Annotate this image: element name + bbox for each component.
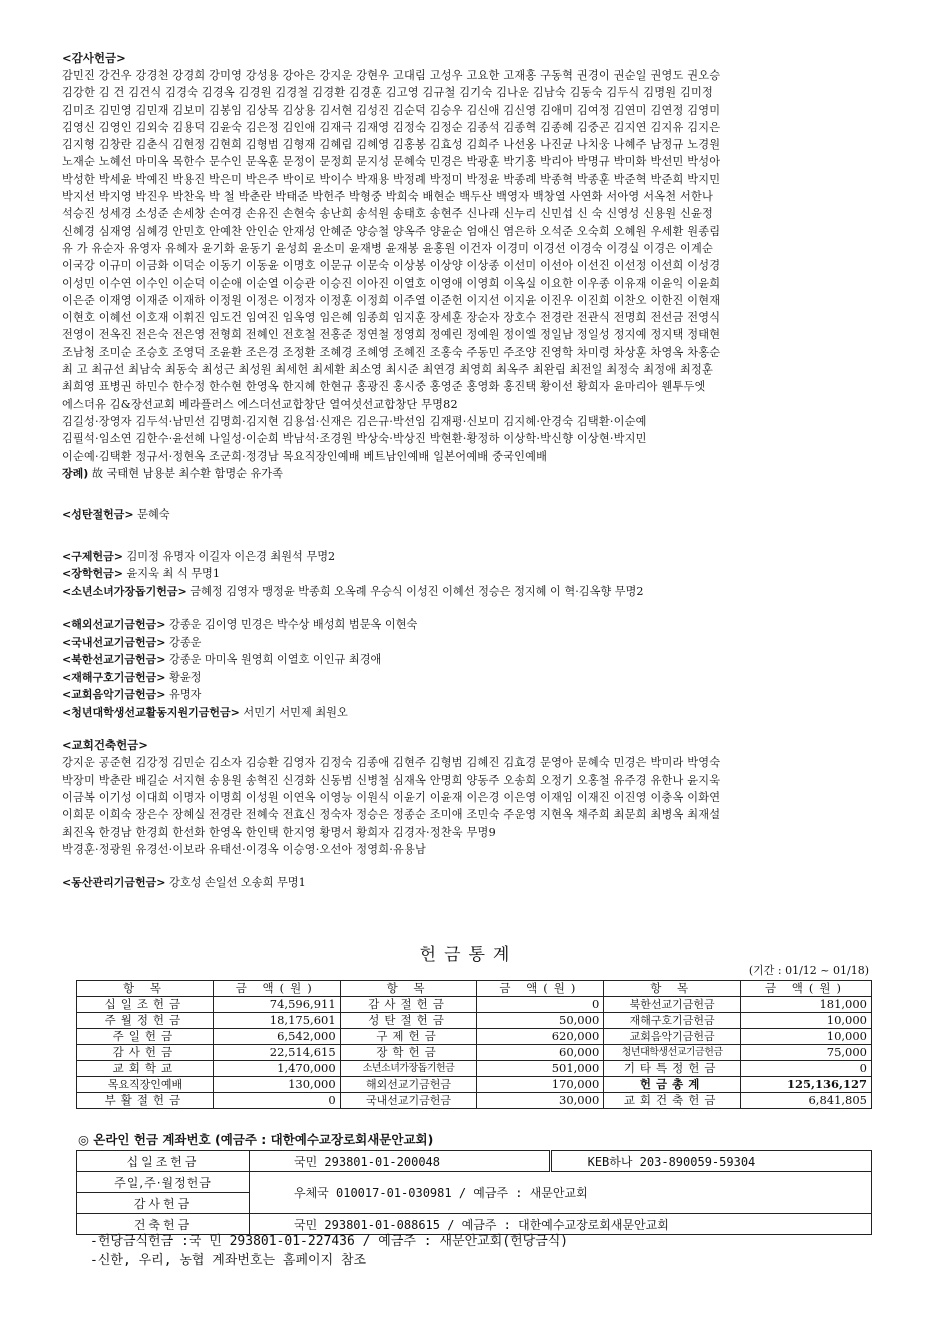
name-line: 박성한 박세윤 박예진 박용진 박은미 박은주 박이로 박이수 박재용 박정례 박정미 박정윤 박종례 박종혁 박종훈 박준혁 박준희 박지민 bbox=[62, 172, 721, 186]
stats-item-label: 재해구호기금헌금 bbox=[604, 1013, 741, 1029]
stats-item-amount: 22,514,615 bbox=[213, 1045, 340, 1061]
thanks-label: 감사헌금 bbox=[77, 1193, 250, 1214]
name-line: 노재순 노혜선 마미옥 목한수 문수인 문옥훈 문정이 문정희 문지성 문혜숙 민경은 박광훈 박기홍 박리아 박명규 박미화 박선민 박성아 bbox=[62, 155, 721, 169]
table-row bbox=[77, 1029, 872, 1045]
gungnae-line bbox=[62, 634, 878, 652]
name-line: 유 가 유순자 유영자 유혜자 윤기화 윤동기 윤성희 윤소미 윤재병 윤재봉 윤홍원 이건자 이경미 이경선 이경숙 이경실 이경은 이계순 bbox=[62, 241, 713, 255]
name-line: 최진옥 한경남 한경희 한선화 한영옥 한인택 한지영 황명서 황희자 김경자·정찬욱 무명9 bbox=[62, 825, 496, 839]
name-line: 강지운 공준현 김강정 김민순 김소자 김승환 김영자 김정숙 김종애 김현주 김형범 김혜진 김효경 문영아 문혜숙 민경은 박미라 박영숙 bbox=[62, 756, 721, 770]
stats-item-amount: 181,000 bbox=[741, 997, 872, 1013]
dongsan-text: 강호성 손일선 오송희 무명1 bbox=[169, 876, 306, 890]
name-line: 김길성·장영자 김두석·남민선 김명희·김지현 김용섭·신재은 김은규·박선임 김재평·신보미 김지혜·안경숙 김택환·이순예 bbox=[62, 414, 647, 428]
table-row bbox=[77, 1045, 872, 1061]
stats-item-amount: 10,000 bbox=[741, 1013, 872, 1029]
jangrye-text: 故 국태현 남용분 최수환 함명순 유가족 bbox=[91, 466, 283, 480]
name-line: 이성민 이수연 이수인 이순덕 이순애 이순열 이승관 이승진 이아진 이열호 이영애 이영희 이옥실 이요한 이우종 이유재 이윤익 이윤희 bbox=[62, 276, 721, 290]
account-notes bbox=[90, 1232, 568, 1270]
stats-item-label: 장학헌금 bbox=[340, 1045, 477, 1061]
stats-item-amount: 125,136,127 bbox=[741, 1077, 872, 1093]
stats-item-amount: 1,470,000 bbox=[213, 1061, 340, 1077]
stats-item-amount: 75,000 bbox=[741, 1045, 872, 1061]
name-line: 김강한 김 건 김건식 김경숙 김경옥 김경원 김경철 김경환 김경훈 김고영 김규철 김기숙 김나운 김남숙 김동숙 김두식 김명원 김미정 bbox=[62, 86, 713, 100]
stats-item-amount: 170,000 bbox=[477, 1077, 604, 1093]
tithe-account-2: KEB하나 203-890059-59304 bbox=[550, 1151, 871, 1172]
stats-item-label: 교회학교 bbox=[77, 1061, 214, 1077]
stats-item-label: 기타특정헌금 bbox=[604, 1061, 741, 1077]
haeoe-label: <해외선교기금헌금> bbox=[62, 618, 166, 632]
name-line: 감민진 강건우 강경천 강경희 강미영 강성용 강아은 강지운 강현우 고대림 고성우 고요한 고재홍 구동혁 권경이 권순일 권영도 권오승 bbox=[62, 69, 721, 82]
table-row bbox=[77, 1093, 872, 1109]
stats-item-label: 성탄절헌금 bbox=[340, 1013, 477, 1029]
table-row bbox=[77, 1013, 872, 1029]
offering-list bbox=[62, 50, 878, 892]
stats-header-cell: 항 목 bbox=[604, 981, 741, 997]
name-line: 김영신 김영인 김외숙 김용덕 김윤숙 김은정 김인애 김재극 김재영 김정숙 김정순 김종석 김종혁 김종혜 김중곤 김지연 김지유 김지은 bbox=[62, 120, 721, 134]
stats-item-amount: 74,596,911 bbox=[213, 997, 340, 1013]
haeoe-text: 강종운 김이영 민경은 박수상 배성희 범문옥 이현숙 bbox=[169, 618, 418, 632]
bukhan-text: 강종운 마미옥 원영희 이열호 이인규 최경애 bbox=[169, 653, 382, 667]
name-line: 김지형 김창란 김춘식 김현정 김현희 김형범 김형재 김혜림 김혜영 김홍봉 김효성 김희주 나선옹 나진균 나치웅 나혜주 남정규 노경원 bbox=[62, 138, 721, 152]
stats-item-label: 주월정헌금 bbox=[77, 1013, 214, 1029]
sungtan-label: <성탄절헌금> bbox=[62, 508, 134, 522]
name-line: 김필석·임소연 김한수·윤선혜 나일성·이순희 박남석·조경원 박상숙·박상진 박현환·황정하 이상학·박신향 이상현·박지민 bbox=[62, 432, 647, 446]
table-row bbox=[77, 997, 872, 1013]
stats-item-label: 해외선교기금헌금 bbox=[340, 1077, 477, 1093]
haeoe-line bbox=[62, 616, 878, 634]
bukhan-label: <북한선교기금헌금> bbox=[62, 653, 166, 667]
stats-header-row bbox=[77, 981, 872, 997]
name-line: 조남청 조미순 조승호 조영덕 조윤환 조은경 조정환 조혜경 조혜영 조혜진 조홍숙 주동민 주조양 진영학 차미령 차상훈 차영옥 차홍순 bbox=[62, 345, 721, 359]
name-line: 최희영 표병권 하민수 한수정 한수현 한영옥 한지혜 한현규 홍광진 홍시중 홍영준 홍영화 홍진택 황이선 황희자 윤마리아 웬투두엣 bbox=[62, 380, 706, 394]
tithe-label: 십일조헌금 bbox=[77, 1151, 250, 1172]
name-line: 이현호 이혜선 이호재 이휘진 임도건 임여진 임옥영 임은혜 임종희 임지훈 장세훈 장순자 장호수 전경란 전관식 전명희 전선금 전영식 bbox=[62, 311, 721, 325]
stats-header-cell: 금 액(원) bbox=[477, 981, 604, 997]
build-label: 건축헌금 bbox=[77, 1214, 250, 1235]
stats-item-label: 목요직장인예배 bbox=[77, 1077, 214, 1093]
stats-item-label: 북한선교기금헌금 bbox=[604, 997, 741, 1013]
table-row bbox=[77, 1077, 872, 1093]
stats-item-amount: 6,841,805 bbox=[741, 1093, 872, 1109]
gamsa-title: <감사헌금> bbox=[62, 51, 126, 65]
stats-item-label: 십일조헌금 bbox=[77, 997, 214, 1013]
gamsa-names bbox=[62, 67, 878, 465]
stats-body bbox=[77, 997, 872, 1109]
name-line: 박장미 박춘란 배길순 서지현 송용원 송혁진 신경화 신동범 신병철 심재옥 안명희 양동주 오송희 오정기 오홍철 유주경 유한나 윤지욱 bbox=[62, 773, 721, 787]
dongsan-line bbox=[62, 874, 878, 892]
build-account: 국민 293801-01-088615 / 예금주 : 대한예수교장로회새문안교회 bbox=[250, 1214, 872, 1235]
stats-header-cell: 금 액(원) bbox=[213, 981, 340, 997]
janghak-label: <장학헌금> bbox=[62, 567, 123, 581]
name-line: 이국강 이규미 이금화 이덕순 이동기 이동윤 이명호 이문규 이문숙 이상봉 이상양 이상종 이선미 이선아 이선진 이선정 이선희 이성경 bbox=[62, 259, 721, 273]
stats-item-amount: 620,000 bbox=[477, 1029, 604, 1045]
stats-header-cell: 항 목 bbox=[340, 981, 477, 997]
sonyeon-line bbox=[62, 583, 878, 601]
eumak-label: <교회음악기금헌금> bbox=[62, 688, 166, 702]
stats-item-amount: 30,000 bbox=[477, 1093, 604, 1109]
sonyeon-label: <소년소녀가장돕기헌금> bbox=[62, 584, 187, 598]
stats-item-label: 감사절헌금 bbox=[340, 997, 477, 1013]
name-line: 김미조 김민영 김민재 김보미 김봉임 김상목 김상용 김서현 김성진 김순덕 김승우 김신애 김신영 김애미 김여정 김연미 김연정 김영미 bbox=[62, 103, 721, 117]
geonchuk-title: <교회건축헌금> bbox=[62, 738, 148, 753]
dongsan-label: <동산관리기금헌금> bbox=[62, 876, 166, 890]
cheongnyeon-line bbox=[62, 704, 878, 722]
stats-item-amount: 0 bbox=[741, 1061, 872, 1077]
stats-item-label: 부활절헌금 bbox=[77, 1093, 214, 1109]
stats-title: 헌금통계 bbox=[419, 945, 518, 965]
stats-item-label: 국내선교기금헌금 bbox=[340, 1093, 477, 1109]
stats-item-label: 교회건축헌금 bbox=[604, 1093, 741, 1109]
stats-header-cell: 금 액(원) bbox=[741, 981, 872, 997]
stats-item-label: 감사헌금 bbox=[77, 1045, 214, 1061]
name-line: 박지선 박지영 박진우 박찬욱 박 철 박춘란 박태준 박헌주 박형중 박희숙 배현순 백두산 백영자 백창열 사연화 서아영 서옥천 서한나 bbox=[62, 190, 713, 204]
name-line: 신혜경 심재영 심혜경 안민호 안예찬 안인순 안재성 안혜준 양승철 양옥주 양윤순 엄애신 염은하 오석준 오숙희 오혜원 우세환 원종림 bbox=[62, 224, 721, 238]
stats-item-label: 구제헌금 bbox=[340, 1029, 477, 1045]
sungtan-text: 문혜숙 bbox=[137, 508, 170, 522]
name-line: 전영이 전옥진 전은숙 전은영 전형희 전혜인 전호철 전홍준 정연철 정영희 정예린 정예원 정이엘 정일남 정일성 정지예 정지택 정태현 bbox=[62, 328, 721, 342]
jangrye-line bbox=[62, 465, 878, 483]
name-line: 이순예·김택환 정규서·정현옥 조군희·정경남 목요직장인예배 베트남인예배 일본어예배 중국인예배 bbox=[62, 449, 548, 463]
guje-line bbox=[62, 548, 878, 566]
stats-item-label: 소년소녀가장돕기헌금 bbox=[340, 1061, 477, 1077]
gungnae-label: <국내선교기금헌금> bbox=[62, 635, 166, 649]
stats-item-amount: 0 bbox=[477, 997, 604, 1013]
jangrye-label: 장례) bbox=[62, 466, 89, 480]
geonchuk-names bbox=[62, 754, 878, 858]
name-line: 에스더유 김&장선교회 베라플러스 에스더선교합창단 열여섯선교합창단 무명82 bbox=[62, 397, 458, 411]
guje-text: 김미정 유명자 이길자 이은경 최원석 무명2 bbox=[126, 549, 336, 563]
sungtan-line bbox=[62, 506, 878, 524]
stats-item-amount: 6,542,000 bbox=[213, 1029, 340, 1045]
stats-table bbox=[76, 980, 872, 1109]
stats-period: (기간 : 01/12 ~ 01/18) bbox=[748, 964, 869, 977]
janghak-line bbox=[62, 565, 878, 583]
jaehae-label: <재해구호기금헌금> bbox=[62, 670, 166, 684]
stats-item-amount: 501,000 bbox=[477, 1061, 604, 1077]
name-line: 최 고 최규선 최남숙 최동숙 최성근 최성원 최세헌 최세환 최소영 최시준 최연경 최영희 최옥주 최완림 최전일 최정숙 최정애 최정훈 bbox=[62, 363, 713, 377]
stats-header-cell: 항 목 bbox=[77, 981, 214, 997]
stats-item-amount: 18,175,601 bbox=[213, 1013, 340, 1029]
jaehae-line bbox=[62, 669, 878, 687]
stats-item-amount: 130,000 bbox=[213, 1077, 340, 1093]
jaehae-text: 황윤정 bbox=[169, 670, 202, 684]
note-line: -신한, 우리, 농협 계좌번호는 홈페이지 참조 bbox=[90, 1253, 367, 1268]
stats-item-amount: 0 bbox=[213, 1093, 340, 1109]
janghak-text: 윤지욱 최 식 무명1 bbox=[126, 567, 220, 581]
bukhan-line bbox=[62, 651, 878, 669]
stats-item-amount: 60,000 bbox=[477, 1045, 604, 1061]
table-row bbox=[77, 1172, 872, 1193]
account-table bbox=[76, 1150, 872, 1235]
stats-item-amount: 50,000 bbox=[477, 1013, 604, 1029]
stats-item-label: 교회음악기금헌금 bbox=[604, 1029, 741, 1045]
tithe-account-1: 국민 293801-01-200048 bbox=[250, 1151, 551, 1172]
stats-item-label: 주일헌금 bbox=[77, 1029, 214, 1045]
stats-item-label: 헌금총계 bbox=[604, 1077, 741, 1093]
name-line: 이금복 이기성 이대희 이명자 이명희 이성원 이연옥 이영능 이원식 이윤기 이윤재 이은경 이은영 이재임 이재진 이진영 이충옥 이화연 bbox=[62, 790, 721, 804]
table-row bbox=[77, 1061, 872, 1077]
account-heading: ◎ 온라인 헌금 계좌번호 (예금주 : 대한예수교장로회새문안교회) bbox=[78, 1132, 434, 1147]
stats-item-label: 청년대학생선교기금헌금 bbox=[604, 1045, 741, 1061]
note-line: -헌당금식헌금 :국 민 293801-01-227436 / 예금주 : 새문안교회(헌당금식) bbox=[90, 1234, 569, 1249]
stats-item-amount: 10,000 bbox=[741, 1029, 872, 1045]
eumak-text: 유명자 bbox=[169, 688, 202, 702]
name-line: 석승진 성세경 소성준 손세창 손여경 손유진 손현숙 송난희 송석원 송태호 송현주 신나래 신누리 신민섭 신 숙 신영성 신용원 신윤정 bbox=[62, 207, 713, 221]
guje-label: <구제헌금> bbox=[62, 549, 123, 563]
cheongnyeon-label: <청년대학생선교활동지원기금헌금> bbox=[62, 705, 240, 719]
weekly-account: 우체국 010017-01-030981 / 예금주 : 새문안교회 bbox=[250, 1172, 872, 1214]
table-row bbox=[77, 1151, 872, 1172]
name-line: 이희문 이희숙 장은수 장혜실 전경란 전혜숙 전효신 정숙자 정승은 정종순 조미애 조민숙 주운영 지현옥 채주희 최문희 최병옥 최재설 bbox=[62, 808, 721, 822]
name-line: 박경훈·정광원 유경선·이보라 유태선·이경옥 이승영·오선아 정영희·유용남 bbox=[62, 842, 427, 856]
gungnae-text: 강종운 bbox=[169, 635, 202, 649]
sonyeon-text: 금혜정 김영자 맹정윤 박종희 오옥례 우승식 이성진 이혜선 정승은 정지혜 이 혁·김옥향 무명2 bbox=[190, 584, 644, 598]
name-line: 이은준 이재영 이재준 이재하 이정원 이정은 이정자 이정훈 이정희 이주열 이준헌 이지선 이지윤 이진우 이진희 이찬오 이한진 이현재 bbox=[62, 293, 721, 307]
eumak-line bbox=[62, 686, 878, 704]
cheongnyeon-text: 서민기 서민제 최원오 bbox=[243, 705, 348, 719]
weekly-label: 주일,주·월정헌금 bbox=[77, 1172, 250, 1193]
